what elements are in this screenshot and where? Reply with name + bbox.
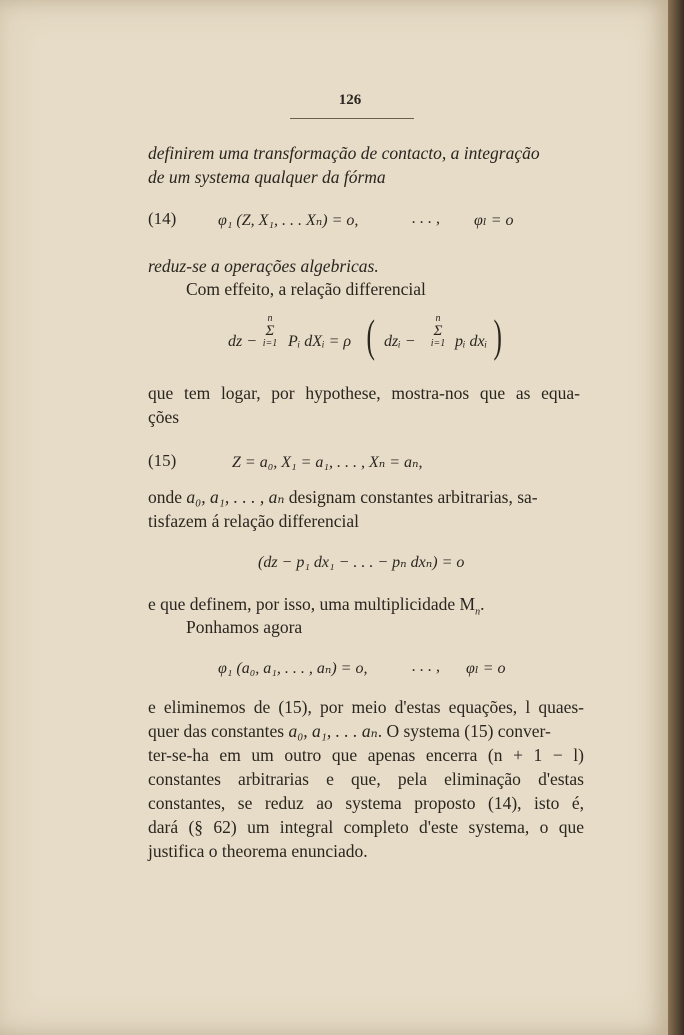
diff-eq-d: pᵢ dxᵢ xyxy=(455,333,488,350)
equation-15: Z = a₀, X₁ = a₁, . . . , Xₙ = aₙ, xyxy=(232,454,423,471)
text-line-12: quer das constantes a₀, a₁, . . . aₙ. O systema (15) conver- xyxy=(148,721,551,741)
sum-1: n Σ i=1 xyxy=(262,313,278,349)
equation-14-dots: . . . , xyxy=(412,210,440,227)
equation-14-right: φₗ = o xyxy=(474,212,514,229)
text-line-10: Ponhamos agora xyxy=(186,617,303,637)
diff-eq-a: dz − xyxy=(228,333,258,350)
equation-number-14: (14) xyxy=(148,209,177,228)
left-paren: ( xyxy=(366,310,375,361)
diff-eq-b: Pᵢ dXᵢ = ρ xyxy=(288,333,352,350)
text-line-3: reduz-se a operações algebricas. xyxy=(148,256,379,276)
text-line-15: constantes, se reduz ao systema proposto (14), isto é, xyxy=(148,793,584,813)
text-line-13: ter-se-ha em um outro que apenas encerra (n + 1 − l) xyxy=(148,745,584,765)
text-line-4: Com effeito, a relação differencial xyxy=(186,279,426,299)
text-line-16: dará (§ 62) um integral completo d'este systema, o que xyxy=(148,817,584,837)
equation-number-15: (15) xyxy=(148,451,177,470)
phi-equation-left: φ₁ (a₀, a₁, . . . , aₙ) = o, xyxy=(218,660,368,677)
text-line-1: definirem uma transformação de contacto, a integração xyxy=(148,143,540,163)
text-line-5: que tem logar, por hypothese, mostra-nos que as equa- xyxy=(148,383,580,403)
page-number: 126 xyxy=(338,92,362,108)
phi-equation-dots: . . . , xyxy=(412,658,440,675)
text-line-2: de um systema qualquer da fórma xyxy=(148,167,386,187)
text-line-9: e que definem, por isso, uma multiplicidade $M_n$. xyxy=(148,594,485,618)
text-line-7: onde a₀, a₁, . . . , aₙ designam constantes arbitrarias, sa- xyxy=(148,487,538,507)
text-line-11: e eliminemos de (15), por meio d'estas equações, l quaes- xyxy=(148,697,584,717)
text-line-17: justifica o theorema enunciado. xyxy=(148,841,368,861)
equation-14-left: φ₁ (Z, X₁, . . . Xₙ) = o, xyxy=(218,212,359,229)
header-rule xyxy=(290,118,414,119)
sum-2: n Σ i=1 xyxy=(430,313,446,349)
phi-equation-right: φₗ = o xyxy=(466,660,506,677)
text-line-6: ções xyxy=(148,407,180,427)
constants-a: a₀, a₁, . . . , aₙ xyxy=(186,487,285,507)
text-line-14: constantes arbitrarias e que, pela eliminação d'estas xyxy=(148,769,584,789)
right-paren: ) xyxy=(493,310,502,361)
diff-eq-c: dzᵢ − xyxy=(384,333,416,350)
relation-equation: (dz − p₁ dx₁ − . . . − pₙ dxₙ) = o xyxy=(258,554,465,571)
text-line-8: tisfazem á relação differencial xyxy=(148,511,359,531)
constants-b: a₀, a₁, . . . aₙ xyxy=(288,721,378,741)
book-edge xyxy=(668,0,684,1035)
